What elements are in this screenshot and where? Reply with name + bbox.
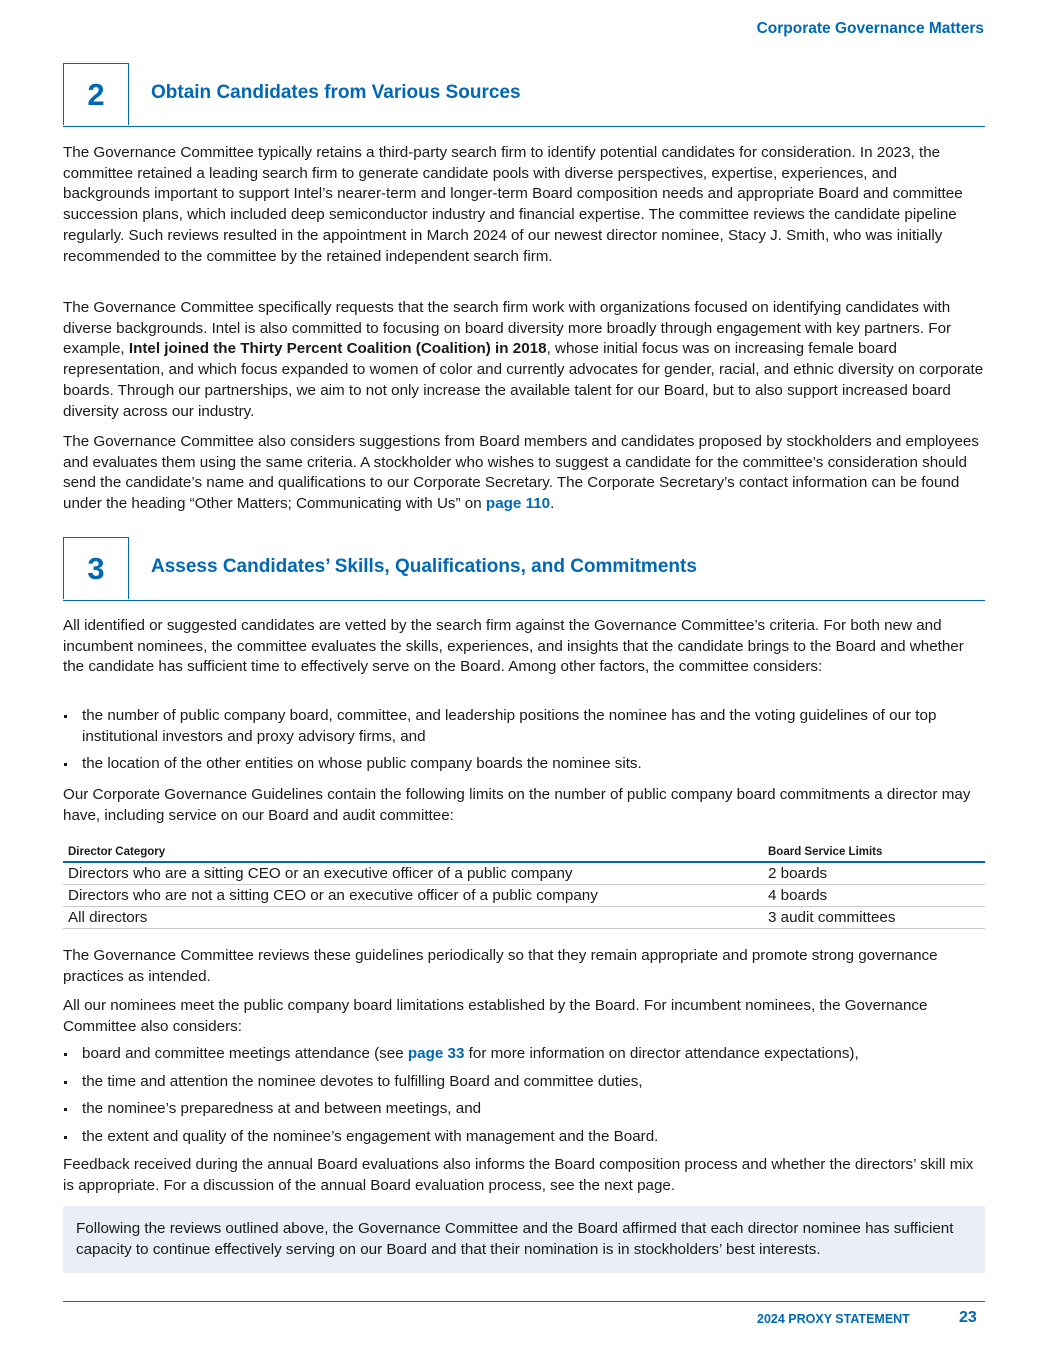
list-item: the location of the other entities on whose public company boards the nominee sits. <box>63 754 988 775</box>
step-3-heading <box>63 537 985 601</box>
table-cell: 3 audit committees <box>763 907 985 929</box>
text-span: The Governance Committee also considers suggestions from Board members and candidates proposed by stockholders and employees and evaluates them using the same criteria. A stockholder who wishes to suggest a candidate for the committee’s consideration should send the candidate’s name and qualifications to our Corporate Secretary. The Corporate Secretary’s contact information can be found under the heading “Other Matters; Communicating with Us” on <box>63 433 979 513</box>
list-item: the nominee’s preparedness at and between meetings, and <box>63 1099 988 1120</box>
table-row <box>63 907 985 929</box>
step-2-paragraph-1: The Governance Committee typically retains a third-party search firm to identify potential candidates for consideration. In 2023, the committee retained a leading search firm to generate candidate pools with diverse perspectives, expertise, experiences, and backgrounds important to support Intel’s nearer-term and longer-term Board composition needs and appropriate Board and committee succession plans, which included deep semiconductor industry and financial expertise. The committee reviews the candidate pipeline regularly. Such reviews resulted in the appointment in March 2024 of our newest director nominee, Stacy J. Smith, who was initially recommended to the committee by the retained independent search firm. <box>63 144 963 265</box>
considerations-list <box>63 706 988 782</box>
callout-box: Following the reviews outlined above, the Governance Committee and the Board affirmed that each director nominee has sufficient capacity to continue effectively serving on our Board and that their nomination is in stockholders’ best interests. <box>63 1206 985 1273</box>
text-span: , whose initial focus was on increasing female board representation, and which focus expanded to women of color and currently advocates for gender, racial, and ethnic diversity on corporate boards. Through our partnerships, we aim to not only increase the available talent for our Board, but to also support increased board diversity across our industry. <box>63 340 984 420</box>
list-item: the number of public company board, committee, and leadership positions the nominee has and the voting guidelines of our top institutional investors and proxy advisory firms, and <box>63 706 988 747</box>
table-cell: 2 boards <box>763 862 985 885</box>
step-3-paragraph-1: All identified or suggested candidates are vetted by the search firm against the Governance Committee’s criteria. For both new and incumbent nominees, the committee evaluates the skills, experiences, and insights that the candidate brings to the Board and whether the candidate has sufficient time to effectively serve on the Board. Among other factors, the committee considers: <box>63 617 964 676</box>
step-number: 2 <box>63 63 129 125</box>
text-span: board and committee meetings attendance (see <box>82 1045 408 1062</box>
step-2-paragraph-3 <box>63 432 988 515</box>
step-3-paragraph-4: All our nominees meet the public company board limitations established by the Board. For incumbent nominees, the Governance Committee also considers: <box>63 997 928 1035</box>
board-limits-table <box>63 843 985 929</box>
table-cell: Directors who are a sitting CEO or an executive officer of a public company <box>63 862 763 885</box>
table-row <box>63 862 985 885</box>
incumbent-considerations-list <box>63 1044 988 1155</box>
step-2-paragraph-2 <box>63 298 988 422</box>
footer-document-title: 2024 PROXY STATEMENT <box>757 1312 910 1326</box>
list-item <box>63 1044 988 1065</box>
footer-divider <box>63 1301 985 1302</box>
step-title: Obtain Candidates from Various Sources <box>151 82 521 103</box>
step-title: Assess Candidates’ Skills, Qualifications, and Commitments <box>151 556 697 577</box>
step-3-paragraph-5: Feedback received during the annual Board evaluations also informs the Board composition process and whether the directors’ skill mix is appropriate. For a discussion of the annual Board evaluation process, see the next page. <box>63 1156 974 1194</box>
text-span: for more information on director attendance expectations), <box>464 1045 859 1062</box>
text-span: The Governance Committee specifically requests that the search firm work with organizations focused on identifying candidates with diverse backgrounds. Intel is also committed to focusing on board diversity more broadly through engagement with key partners. For example, <box>63 299 952 358</box>
step-2-heading <box>63 63 985 127</box>
table-header-row <box>63 843 985 862</box>
table-cell: All directors <box>63 907 763 929</box>
coalition-highlight: Intel joined the Thirty Percent Coalition (Coalition) in 2018 <box>128 340 547 358</box>
table-cell: Directors who are not a sitting CEO or an executive officer of a public company <box>63 885 763 907</box>
page-110-link[interactable]: page 110 <box>485 495 551 513</box>
list-item: the time and attention the nominee devotes to fulfilling Board and committee duties, <box>63 1072 988 1093</box>
table-cell: 4 boards <box>763 885 985 907</box>
column-header: Board Service Limits <box>763 843 985 862</box>
text-span: . <box>550 495 555 513</box>
step-number: 3 <box>63 537 129 599</box>
section-header: Corporate Governance Matters <box>756 20 984 37</box>
step-3-paragraph-2: Our Corporate Governance Guidelines contain the following limits on the number of public company board commitments a director may have, including service on our Board and audit committee: <box>63 786 971 824</box>
column-header: Director Category <box>63 843 763 862</box>
step-3-paragraph-3: The Governance Committee reviews these guidelines periodically so that they remain appropriate and promote strong governance practices as intended. <box>63 947 938 985</box>
table-row <box>63 885 985 907</box>
list-item: the extent and quality of the nominee’s engagement with management and the Board. <box>63 1127 988 1148</box>
page-33-link[interactable]: page 33 <box>407 1045 465 1062</box>
page-number: 23 <box>959 1309 977 1326</box>
